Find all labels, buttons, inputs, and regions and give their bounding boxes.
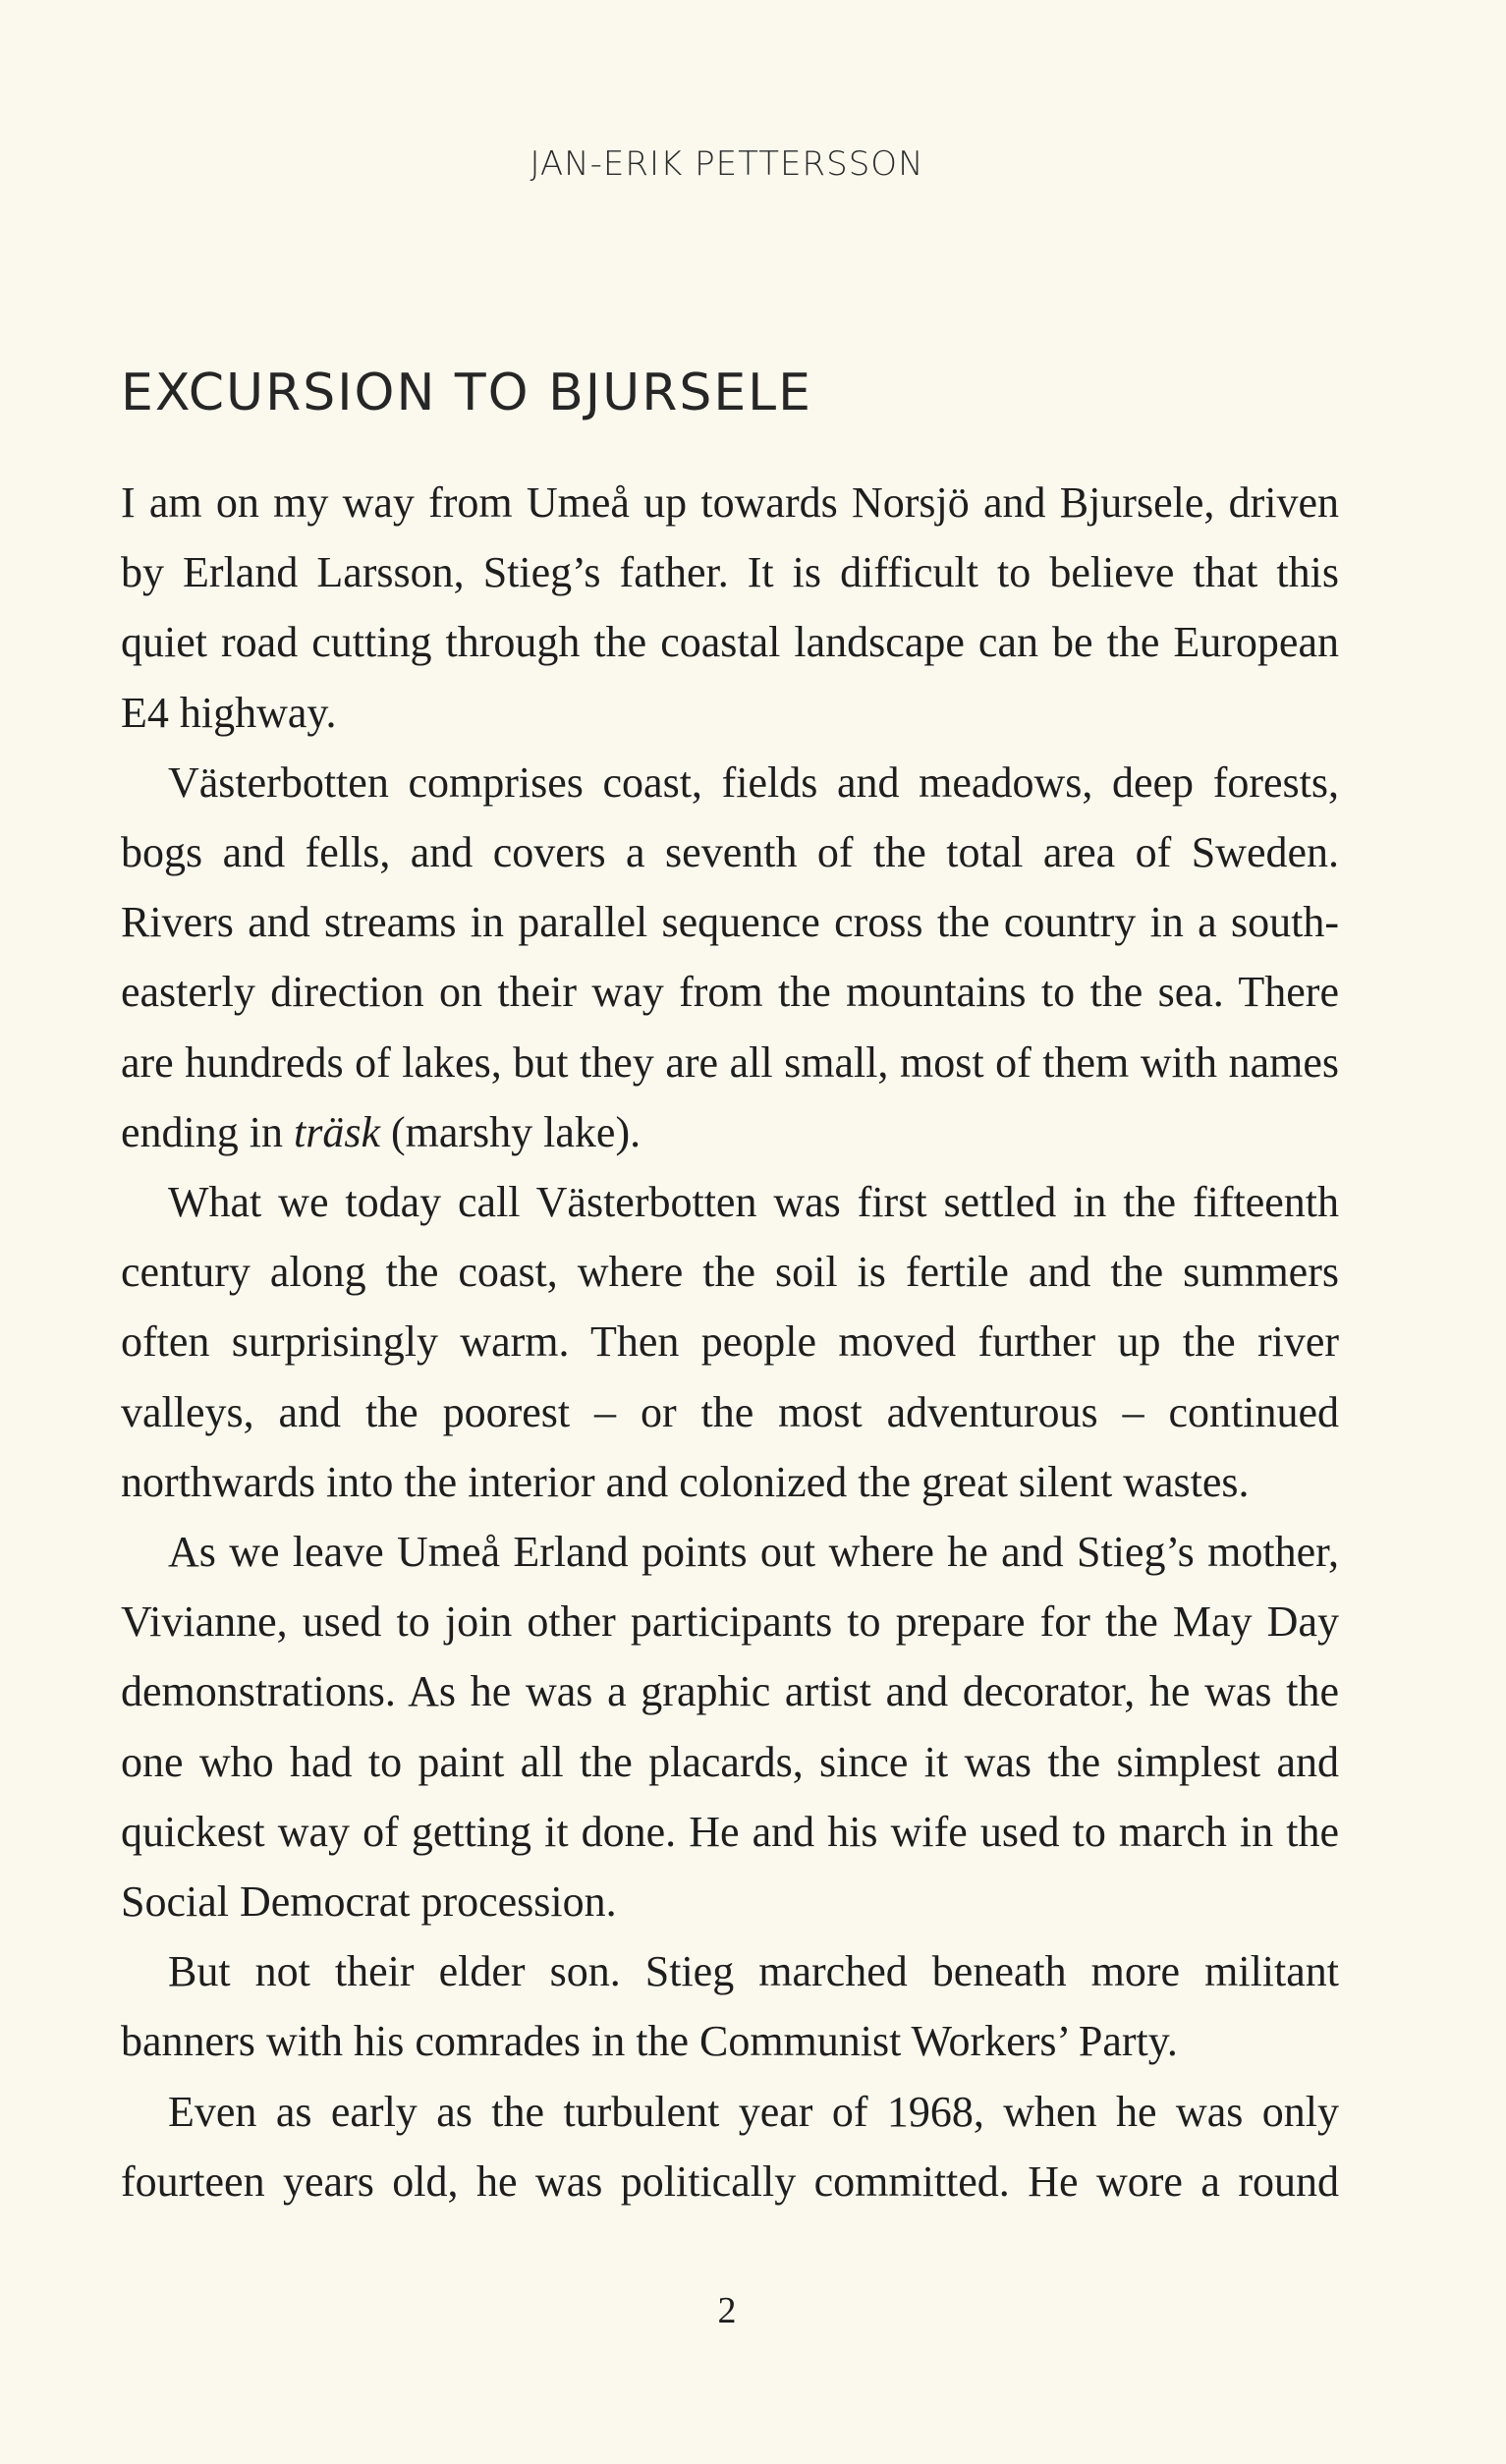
body-text [121,468,1339,2216]
paragraph-5: But not their elder son. Stieg marched beneath more militant banners with his comrades in the Communist Workers’ Party. [121,1947,1339,2066]
chapter-title: EXCURSION TO BJURSELE [121,364,813,422]
paragraph-4: As we leave Umeå Erland points out where he and Stieg’s mother, Vivianne, used to join other participants to prepare for the May Day demonstrations. As he was a graphic artist and decorator, he was the one who had to paint all the placards, since it was the simplest and quickest way of getting it done. He and his wife used to march in the Social Democrat procession. [121,1528,1339,1927]
paragraph-3: What we today call Västerbotten was first settled in the fifteenth century along the coast, where the soil is fertile and the summers often surprisingly warm. Then people moved further up the river valleys, and the poorest – or the most adventurous – continued northwards into the interior and colonized the great silent wastes. [121,1178,1339,1506]
paragraph-2-italic-term: träsk [293,1107,380,1156]
paragraph-2-text-before: Västerbotten comprises coast, fields and meadows, deep forests, bogs and fells, and covers a seventh of the total area of Sweden. Rivers and streams in parallel sequence cross the country in a southeasterly direction on their way from the mountains to the sea. There are hundreds of lakes, but they are all small, most of them with names ending in [121,757,1339,1156]
paragraph-2 [121,748,1339,1167]
paragraph-6: Even as early as the turbulent year of 1968, when he was only fourteen years old, he was politically committed. He wore a round [121,2087,1339,2206]
running-head: JAN-ERIK PETTERSSON [530,144,924,184]
page-number: 2 [717,2290,737,2331]
paragraph-2-text-after: (marshy lake). [379,1107,641,1156]
paragraph-1: I am on my way from Umeå up towards Norsjö and Bjursele, driven by Erland Larsson, Stieg’s father. It is difficult to believe that this quiet road cutting through the coastal landscape can be the European E4 highway. [121,478,1339,737]
